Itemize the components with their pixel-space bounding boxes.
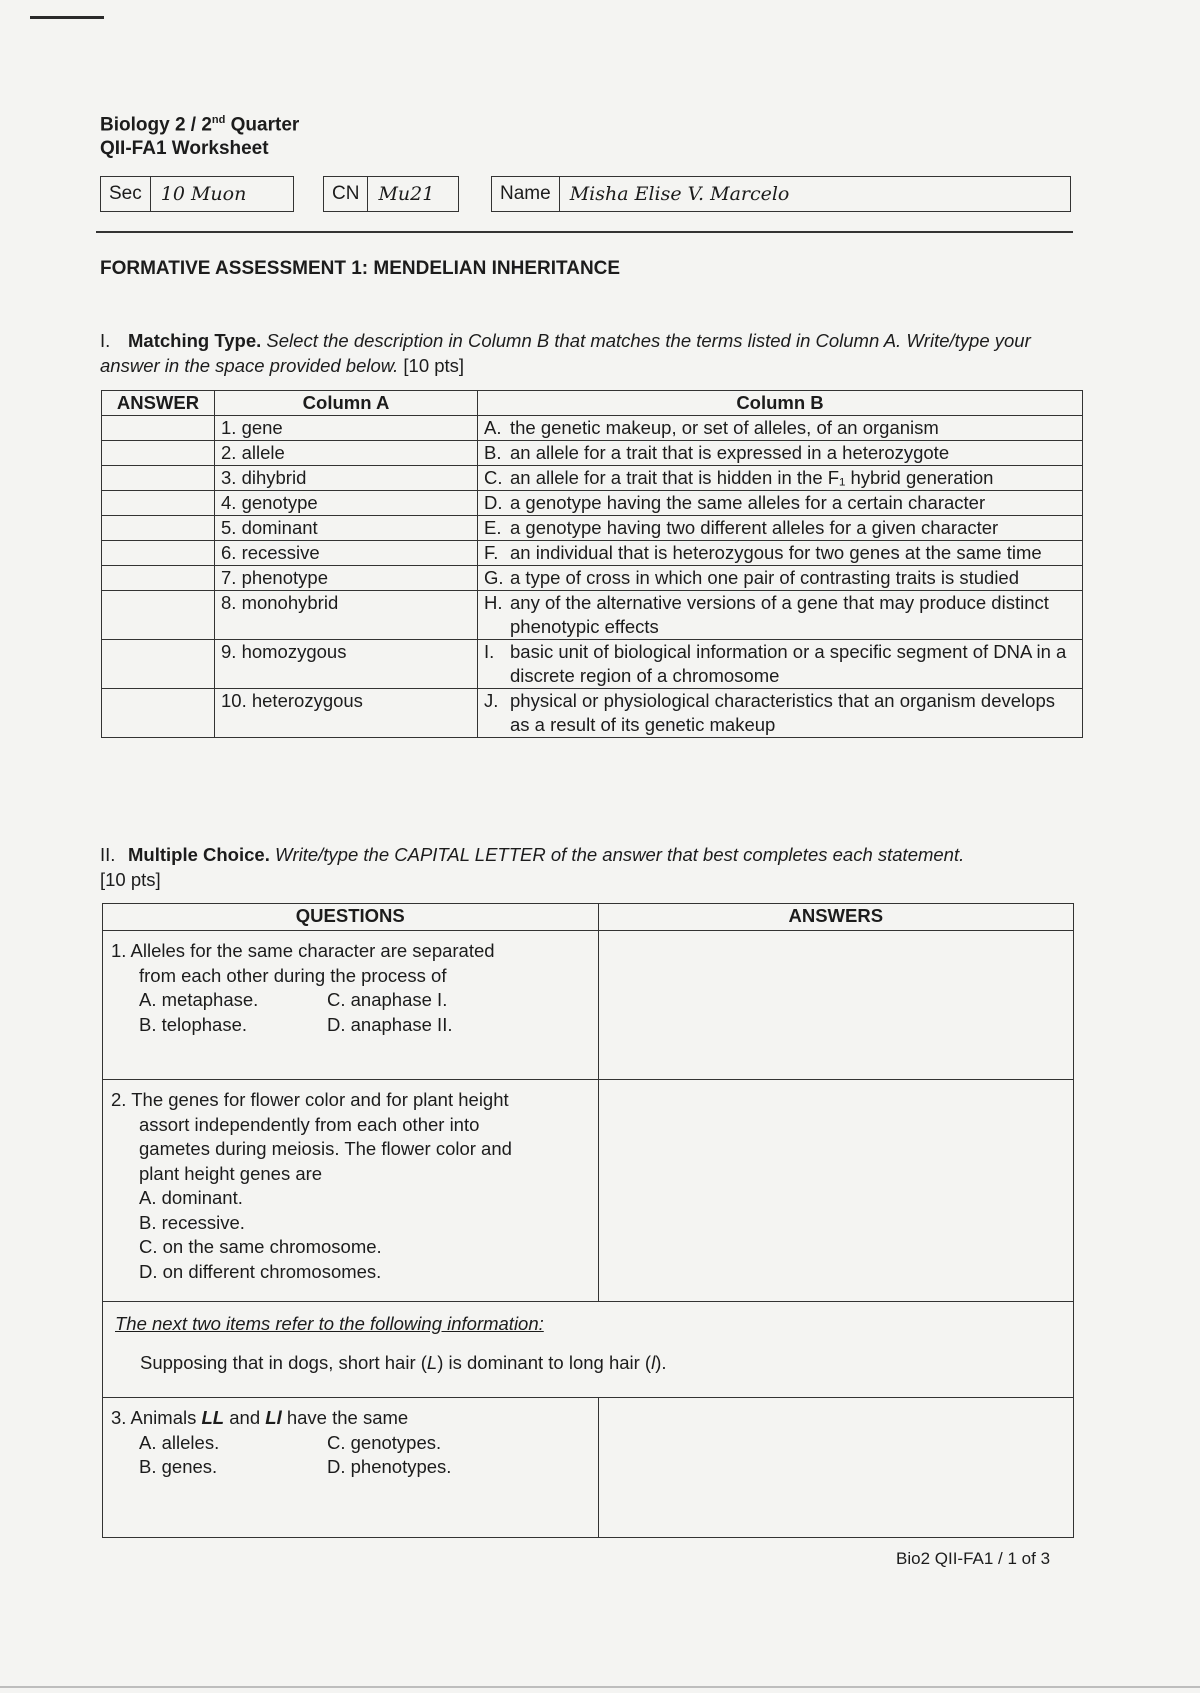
option-a: A. dominant. [139, 1187, 243, 1208]
page-edge [0, 1686, 1200, 1688]
answer-column-header: ANSWER [102, 391, 215, 416]
option-d: D. phenotypes. [327, 1456, 452, 1477]
matching-row [102, 689, 1083, 738]
class-number-field[interactable] [323, 176, 459, 212]
answer-cell[interactable] [102, 689, 215, 738]
matching-row [102, 541, 1083, 566]
section-value[interactable]: 10 Muon [160, 183, 247, 205]
worksheet-code: QII-FA1 Worksheet [100, 138, 269, 159]
answer-cell[interactable] [102, 566, 215, 591]
section1-heading: I. Matching Type. Select the description in Column B that matches the terms listed in Column A. Write/type your answer in the space provided below. [10 pts] [100, 330, 1031, 376]
section2-heading: II. Multiple Choice. Write/type the CAPITAL LETTER of the answer that best completes each statement. [10 pts] [100, 844, 965, 890]
answer-cell-1[interactable] [598, 931, 1073, 1080]
term: 3. dihybrid [215, 466, 478, 491]
name-value[interactable]: Misha Elise V. Marcelo [569, 183, 790, 205]
column-b-header: Column B [478, 391, 1083, 416]
option-a: A. alleles. [139, 1431, 220, 1453]
answer-cell[interactable] [102, 516, 215, 541]
term: 5. dominant [215, 516, 478, 541]
description-letter: A. [478, 416, 507, 441]
term: 8. monohybrid [215, 591, 478, 640]
description: a genotype having two different alleles for a given character [506, 516, 1083, 541]
description-letter: J. [478, 689, 507, 738]
page-footer: Bio2 QII-FA1 / 1 of 3 [896, 1549, 1051, 1568]
assessment-title: FORMATIVE ASSESSMENT 1: MENDELIAN INHERITANCE [100, 258, 621, 279]
term: 9. homozygous [215, 640, 478, 689]
shared-info-row [103, 1302, 1074, 1398]
option-b: B. genes. [139, 1456, 218, 1477]
option-c: C. genotypes. [327, 1431, 442, 1453]
term: 4. genotype [215, 491, 478, 516]
description: any of the alternative versions of a gene that may produce distinct phenotypic effects [506, 591, 1083, 640]
option-b: B. telophase. [139, 1013, 247, 1035]
description: basic unit of biological information or a specific segment of DNA in a discrete region of a chromosome [506, 640, 1083, 689]
answer-cell[interactable] [102, 541, 215, 566]
description: an individual that is heterozygous for two genes at the same time [506, 541, 1083, 566]
term: 6. recessive [215, 541, 478, 566]
question-row-2 [103, 1080, 1074, 1302]
matching-table [101, 390, 1083, 738]
description: a type of cross in which one pair of contrasting traits is studied [506, 566, 1083, 591]
course-title: Biology 2 / 2nd Quarter [100, 114, 300, 136]
shared-info [103, 1302, 1074, 1398]
shared-info-title: The next two items refer to the following information: [115, 1313, 544, 1334]
description: physical or physiological characteristics that an organism develops as a result of its genetic makeup [506, 689, 1083, 738]
description-letter: G. [478, 566, 507, 591]
answer-cell[interactable] [102, 441, 215, 466]
matching-row [102, 416, 1083, 441]
answer-cell[interactable] [102, 591, 215, 640]
matching-row [102, 566, 1083, 591]
term: 2. allele [215, 441, 478, 466]
multiple-choice-table [102, 903, 1074, 1538]
section-field[interactable] [100, 176, 294, 212]
question-row-1 [103, 931, 1074, 1080]
option-c: C. on the same chromosome. [139, 1236, 382, 1257]
option-a: A. metaphase. [139, 989, 259, 1010]
section-label: Sec [101, 177, 151, 211]
description-letter: C. [478, 466, 507, 491]
class-number-label: CN [324, 177, 368, 211]
corner-mark [30, 16, 104, 19]
option-d: D. anaphase II. [327, 1013, 453, 1035]
answers-column-header: ANSWERS [598, 904, 1073, 931]
column-a-header: Column A [215, 391, 478, 416]
name-field[interactable] [491, 176, 1071, 212]
description-letter: E. [478, 516, 507, 541]
description-letter: B. [478, 441, 507, 466]
question-2: 2. The genes for flower color and for plant height assort independently from each other into gametes during meiosis. The flower color and plant height genes are A. dominant. B. recessive. C. on the same chromosome. D. on different chromosomes. [103, 1080, 599, 1302]
answer-cell[interactable] [102, 491, 215, 516]
term: 10. heterozygous [215, 689, 478, 738]
option-d: D. on different chromosomes. [139, 1260, 382, 1282]
option-b: B. recessive. [139, 1211, 245, 1233]
question-3: 3. Animals LL and Ll have the same A. alleles. C. genotypes. B. genes. D. phenotypes. [103, 1398, 599, 1538]
answer-cell-3[interactable] [598, 1398, 1073, 1538]
shared-info-text: Supposing that in dogs, short hair (L) is dominant to long hair (l). [140, 1351, 667, 1373]
matching-row [102, 591, 1083, 640]
answer-cell-2[interactable] [598, 1080, 1073, 1302]
matching-row [102, 516, 1083, 541]
description: a genotype having the same alleles for a certain character [506, 491, 1083, 516]
answer-cell[interactable] [102, 640, 215, 689]
description-letter: D. [478, 491, 507, 516]
matching-row [102, 466, 1083, 491]
answer-cell[interactable] [102, 416, 215, 441]
matching-row [102, 640, 1083, 689]
answer-cell[interactable] [102, 466, 215, 491]
matching-row [102, 491, 1083, 516]
question-row-3 [103, 1398, 1074, 1538]
questions-column-header: QUESTIONS [103, 904, 599, 931]
term: 7. phenotype [215, 566, 478, 591]
description: an allele for a trait that is hidden in the F₁ hybrid generation [506, 466, 1083, 491]
question-1: 1. Alleles for the same character are separated from each other during the process of A. metaphase. C. anaphase I. B. telophase. D. anaphase II. [103, 931, 599, 1080]
description-letter: H. [478, 591, 507, 640]
class-number-value[interactable]: Mu21 [378, 183, 435, 205]
option-c: C. anaphase I. [327, 989, 448, 1010]
header-divider [96, 231, 1073, 233]
description-letter: F. [478, 541, 507, 566]
description-letter: I. [478, 640, 507, 689]
matching-row [102, 441, 1083, 466]
term: 1. gene [215, 416, 478, 441]
description: an allele for a trait that is expressed in a heterozygote [506, 441, 1083, 466]
description: the genetic makeup, or set of alleles, of an organism [506, 416, 1083, 441]
name-label: Name [492, 177, 560, 211]
